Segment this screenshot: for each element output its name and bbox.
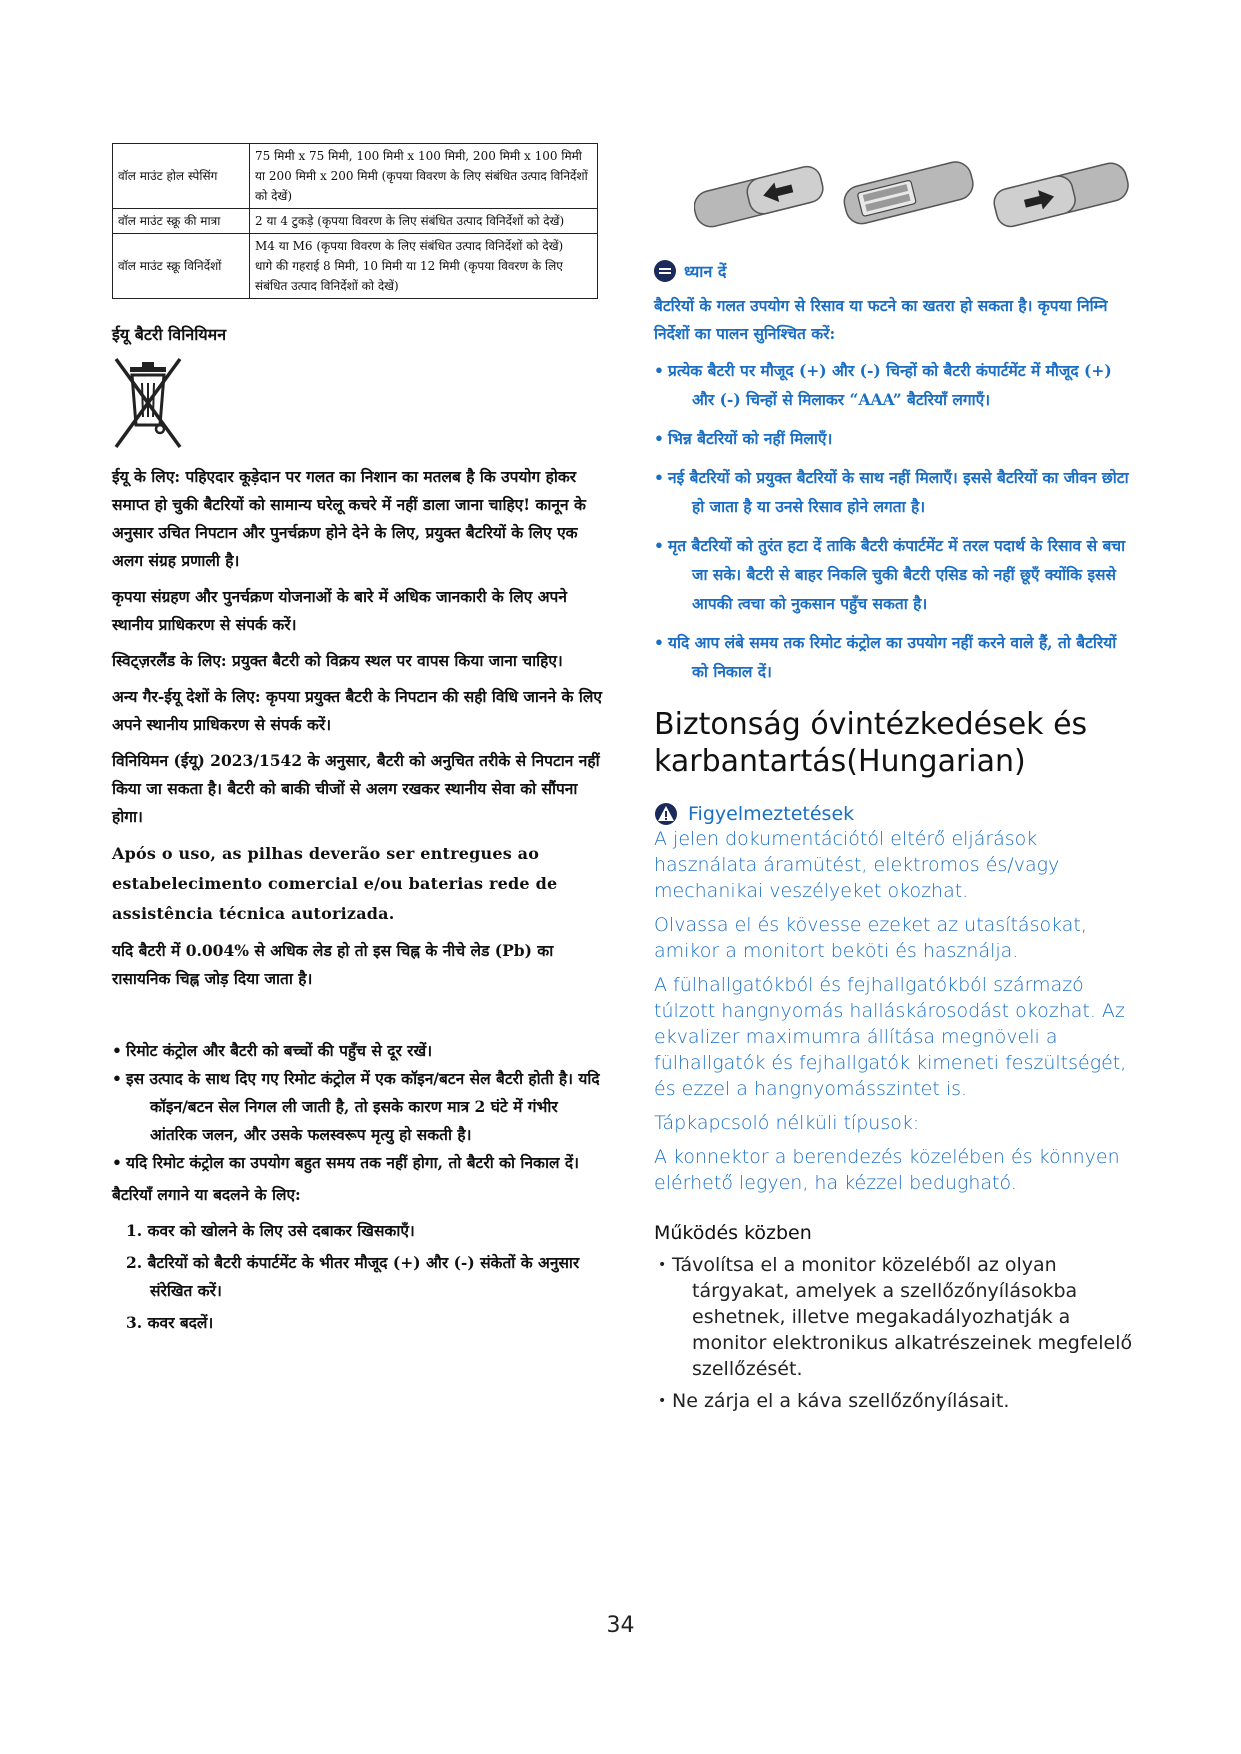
paragraph: कृपया संग्रहण और पुनर्चक्रण योजनाओं के बारे में अधिक जानकारी के लिए अपने स्थानीय प्राधिकरण से संपर्क करें। bbox=[112, 587, 567, 634]
note-icon bbox=[654, 260, 676, 282]
hungarian-paragraph: A konnektor a berendezés közelében és könnyen elérhető legyen, ha kézzel bedugható. bbox=[654, 1146, 1120, 1194]
list-item: • भिन्न बैटरियों को नहीं मिलाएँ। bbox=[654, 424, 1134, 453]
note-heading bbox=[654, 260, 1134, 282]
warning-icon bbox=[654, 802, 678, 826]
safety-bullet-list bbox=[112, 1037, 602, 1177]
crossed-out-wheelie-bin-icon bbox=[112, 353, 184, 453]
list-item: • नई बैटरियों को प्रयुक्त बैटरियों के साथ नहीं मिलाएँ। इससे बैटरियों का जीवन छोटा हो जाता है या उनसे रिसाव होने लगता है। bbox=[654, 463, 1134, 521]
lead-note-paragraph: यदि बैटरी में 0.004% से अधिक लेड हो तो इस चिह्न के नीचे लेड (Pb) का रासायनिक चिह्न जोड़ दिया जाता है। bbox=[112, 941, 554, 988]
hungarian-paragraph: Tápkapcsoló nélküli típusok: bbox=[654, 1112, 920, 1134]
right-column bbox=[654, 150, 1134, 1420]
table-cell-label: वॉल माउंट स्क्रू की मात्रा bbox=[113, 209, 250, 234]
table-cell-line: M4 या M6 (कृपया विवरण के लिए संबंधित उत्पाद विनिर्देशों को देखें) bbox=[255, 239, 564, 253]
install-heading: बैटरियाँ लगाने या बदलने के लिए: bbox=[112, 1185, 301, 1204]
paragraph: स्विट्ज़रलैंड के लिए: प्रयुक्त बैटरी को विक्रय स्थल पर वापस किया जाना चाहिए। bbox=[112, 651, 563, 670]
table-cell-value: 75 मिमी x 75 मिमी, 100 मिमी x 100 मिमी, 200 मिमी x 100 मिमी या 200 मिमी x 200 मिमी (कृपया विवरण के लिए संबंधित उत्पाद विनिर्देशों को देखें) bbox=[250, 144, 598, 209]
list-item: • यदि आप लंबे समय तक रिमोट कंट्रोल का उपयोग नहीं करने वाले हैं, तो बैटरियों को निकाल दें। bbox=[654, 628, 1134, 686]
remote-battery-illustration bbox=[694, 150, 1144, 240]
list-item: 3. कवर बदलें। bbox=[126, 1313, 214, 1332]
table-row bbox=[113, 144, 598, 209]
list-item: • यदि रिमोट कंट्रोल का उपयोग बहुत समय तक नहीं होगा, तो बैटरी को निकाल दें। bbox=[112, 1149, 602, 1177]
paragraph: अन्य गैर-ईयू देशों के लिए: कृपया प्रयुक्त बैटरी के निपटान की सही विधि जानने के लिए अपने स्थानीय प्राधिकरण से संपर्क करें। bbox=[112, 687, 602, 734]
install-steps bbox=[112, 1217, 602, 1337]
operation-list bbox=[654, 1252, 1134, 1414]
table-cell-value: 2 या 4 टुकड़े (कृपया विवरण के लिए संबंधित उत्पाद विनिर्देशों को देखें) bbox=[250, 209, 598, 234]
left-column bbox=[112, 143, 602, 1341]
table-row bbox=[113, 234, 598, 299]
operation-heading: Működés közben bbox=[654, 1222, 812, 1244]
list-item: • मृत बैटरियों को तुरंत हटा दें ताकि बैटरी कंपार्टमेंट में तरल पदार्थ के रिसाव से बचा जा सके। बैटरी से बाहर निकलि चुकी बैटरी एसिड को नहीं छूएँ क्योंकि इससे आपकी त्वचा को नुकसान पहुँच सकता है। bbox=[654, 531, 1134, 618]
hungarian-paragraph: A fülhallgatókból és fejhallgatókból származó túlzott hangnyomás halláskárosodást okozhat. Az ekvalizer maximumra állítása megnöveli a fülhallgatók és fejhallgatók kimeneti feszültségét, és ezzel a hangnyomásszintet is. bbox=[654, 974, 1127, 1100]
list-item: • प्रत्येक बैटरी पर मौजूद (+) और (-) चिन्हों को बैटरी कंपार्टमेंट में मौजूद (+) और (-) चिन्हों से मिलाकर “AAA” बैटरियाँ लगाएँ। bbox=[654, 356, 1134, 414]
list-item: • रिमोट कंट्रोल और बैटरी को बच्चों की पहुँच से दूर रखें। bbox=[112, 1037, 602, 1065]
paragraph: विनियिमन (ईयू) 2023/1542 के अनुसार, बैटरी को अनुचित तरीके से निपटान नहीं किया जा सकता है। बैटरी को बाकी चीजों से अलग रखकर स्थानीय सेवा को सौंपना होगा। bbox=[112, 751, 600, 826]
list-item: 1. कवर को खोलने के लिए उसे दबाकर खिसकाएँ। bbox=[126, 1221, 415, 1240]
warning-heading bbox=[654, 802, 1134, 826]
hungarian-section-title: Biztonság óvintézkedések és karbantartás(Hungarian) bbox=[654, 707, 1088, 779]
table-cell-line: धागे की गहराई 8 मिमी, 10 मिमी या 12 मिमी (कृपया विवरण के लिए संबंधित उत्पाद विनिर्देशों को देखें) bbox=[255, 259, 563, 293]
portuguese-paragraph: Após o uso, as pilhas deverão ser entregues ao estabelecimento comercial e/ou baterias rede de assistência técnica autorizada. bbox=[112, 844, 558, 923]
note-label: ध्यान दें bbox=[684, 262, 727, 281]
table-cell-label: वॉल माउंट होल स्पेसिंग bbox=[113, 144, 250, 209]
hungarian-paragraph: A jelen dokumentációtól eltérő eljárások használata áramütést, elektromos és/vagy mechanikai veszélyeket okozhat. bbox=[654, 828, 1060, 902]
list-item: 2. बैटरियों को बैटरी कंपार्टमेंट के भीतर मौजूद (+) और (-) संकेतों के अनुसार संरेखित करें। bbox=[126, 1253, 580, 1300]
page-number: 34 bbox=[606, 1613, 635, 1638]
warning-label: Figyelmeztetések bbox=[688, 803, 855, 825]
list-item: • Távolítsa el a monitor közeléből az olyan tárgyakat, amelyek a szellőzőnyílásokba eshetnek, illetve megakadályozhatják a monitor elektronikus alkatrészeinek megfelelő szellőzését. bbox=[654, 1252, 1134, 1382]
wall-mount-spec-table bbox=[112, 143, 598, 299]
note-list bbox=[654, 356, 1134, 686]
eu-battery-heading: ईयू बैटरी विनियिमन bbox=[112, 325, 227, 344]
table-row bbox=[113, 209, 598, 234]
note-intro: बैटरियों के गलत उपयोग से रिसाव या फटने का खतरा हो सकता है। कृपया निम्नि निर्देशों का पालन सुनिश्चित करें: bbox=[654, 296, 1108, 343]
table-cell-value bbox=[250, 234, 598, 299]
list-item: • Ne zárja el a káva szellőzőnyílásait. bbox=[654, 1388, 1134, 1414]
table-cell-label: वॉल माउंट स्क्रू विनिर्देशों bbox=[113, 234, 250, 299]
paragraph: ईयू के लिए: पहिएदार कूड़ेदान पर गलत का निशान का मतलब है कि उपयोग होकर समाप्त हो चुकी बैटरियों को सामान्य घरेलू कचरे में नहीं डाला जाना चाहिए! कानून के अनुसार उचित निपटान और पुनर्चक्रण होने देने के लिए, प्रयुक्त बैटरियों के लिए एक अलग संग्रह प्रणाली है। bbox=[112, 467, 586, 570]
hungarian-paragraph: Olvassa el és kövesse ezeket az utasításokat, amikor a monitort beköti és használja. bbox=[654, 914, 1087, 962]
list-item: • इस उत्पाद के साथ दिए गए रिमोट कंट्रोल में एक कॉइन/बटन सेल बैटरी होती है। यदि कॉइन/बटन सेल निगल ली जाती है, तो इसके कारण मात्र 2 घंटे में गंभीर आंतरिक जलन, और उसके फलस्वरूप मृत्यु हो सकती है। bbox=[112, 1065, 602, 1149]
